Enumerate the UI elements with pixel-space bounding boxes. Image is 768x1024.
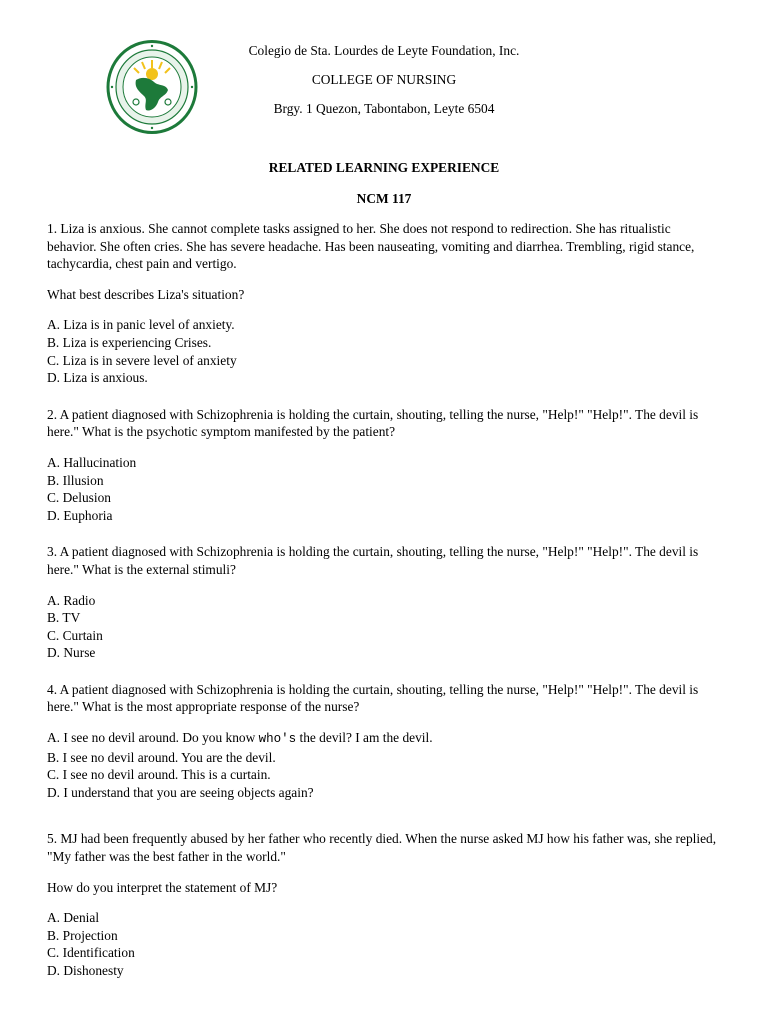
question-4-option-d: D. I understand that you are seeing objects again? xyxy=(47,784,314,800)
question-2-option-a: A. Hallucination xyxy=(47,454,137,470)
question-2-stem: 2. A patient diagnosed with Schizophrenia is holding the curtain, shouting, telling the nurse, "Help!" "Help!". The devil is here." What is the psychotic symptom manifested by the patient? xyxy=(47,406,699,440)
question-3-option-b: B. TV xyxy=(47,610,81,626)
question-2-option-d: D. Euphoria xyxy=(47,507,113,523)
question-5-option-a: A. Denial xyxy=(47,910,100,926)
question-3-stem: 3. A patient diagnosed with Schizophrenia is holding the curtain, shouting, telling the nurse, "Help!" "Help!". The devil is here." What is the external stimuli? xyxy=(47,544,699,577)
question-5-option-c: C. Identification xyxy=(47,945,135,961)
question-3-option-d: D. Nurse xyxy=(47,645,96,661)
question-4-option-a-post: the devil? I am the devil. xyxy=(296,730,433,746)
question-4-option-a-pre: A. I see no devil around. Do you know xyxy=(47,730,259,746)
question-1-stem: 1. Liza is anxious. She cannot complete tasks assigned to her. She does not respond to redirection. She has ritualistic behavior. She often cries. She has severe headache. Has been nauseating, vomiting and diarrhea. Trembling, rigid stance, tachycardia, chest pain and vertigo. xyxy=(47,221,695,272)
question-3-option-c: C. Curtain xyxy=(47,627,103,643)
question-1-option-b: B. Liza is experiencing Crises. xyxy=(47,334,212,350)
question-1-option-a: A. Liza is in panic level of anxiety. xyxy=(47,317,235,333)
question-5-option-d: D. Dishonesty xyxy=(47,963,124,978)
question-5-option-b: B. Projection xyxy=(47,927,118,943)
question-3-option-a: A. Radio xyxy=(47,592,96,608)
question-4-option-c: C. I see no devil around. This is a curtain. xyxy=(47,767,271,783)
question-2-option-b: B. Illusion xyxy=(47,472,104,488)
question-1-option-c: C. Liza is in severe level of anxiety xyxy=(47,352,237,368)
course-code: NCM 117 xyxy=(356,191,412,206)
address: Brgy. 1 Quezon, Tabontabon, Leyte 6504 xyxy=(273,101,495,116)
question-2-option-c: C. Delusion xyxy=(47,490,111,506)
document-title: RELATED LEARNING EXPERIENCE xyxy=(268,160,500,175)
question-list xyxy=(47,220,723,980)
question-4-option-b: B. I see no devil around. You are the devil. xyxy=(47,749,276,765)
question-5-stem: 5. MJ had been frequently abused by her father who recently died. When the nurse asked MJ how his father was, she replied, "My father was the best father in the world." xyxy=(47,831,717,865)
question-1-prompt: What best describes Liza's situation? xyxy=(47,286,245,302)
question-4-stem: 4. A patient diagnosed with Schizophrenia is holding the curtain, shouting, telling the nurse, "Help!" "Help!". The devil is here." What is the most appropriate response of the nurse? xyxy=(47,681,699,715)
question-4-option-a-mono: who's xyxy=(258,732,297,747)
question-4-option-a xyxy=(47,729,723,749)
question-1-option-d: D. Liza is anxious. xyxy=(47,370,148,386)
college-name: COLLEGE OF NURSING xyxy=(311,72,457,87)
institution-name: Colegio de Sta. Lourdes de Leyte Foundation, Inc. xyxy=(248,43,520,58)
question-5-prompt: How do you interpret the statement of MJ? xyxy=(47,879,278,895)
